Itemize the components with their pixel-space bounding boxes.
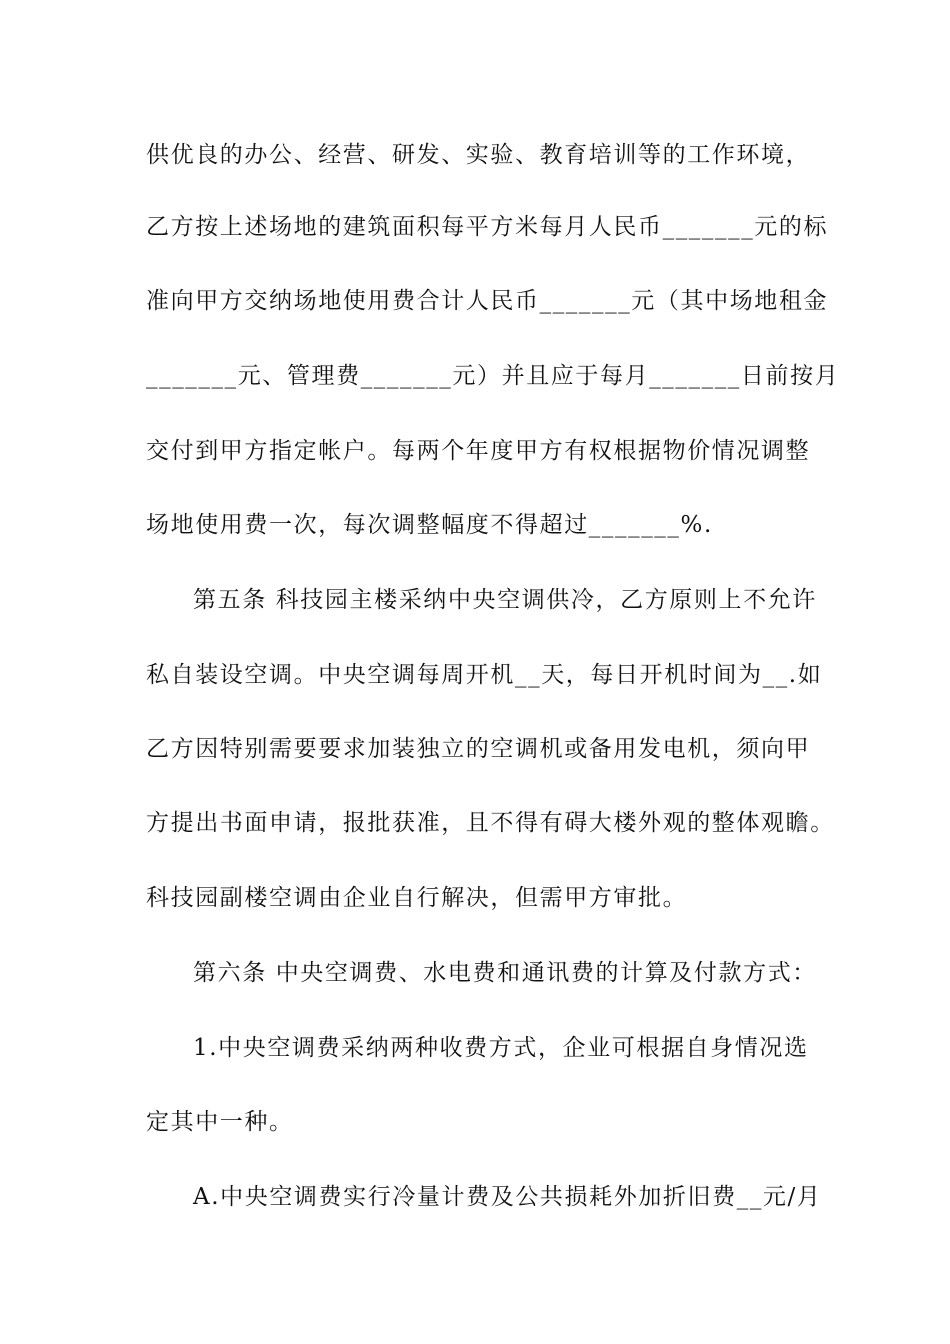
text-line: 场地使用费一次，每次调整幅度不得超过_______%. xyxy=(146,512,713,538)
text-line: 交付到甲方指定帐户。每两个年度甲方有权根据物价情况调整 xyxy=(146,438,811,464)
text-line: 定其中一种。 xyxy=(146,1109,294,1135)
text-line: 方提出书面申请，报批获准，且不得有碍大楼外观的整体观瞻。 xyxy=(146,810,835,836)
text-line: 1.中央空调费采纳两种收费方式，企业可根据自身情况选 xyxy=(193,1035,809,1061)
text-line: 科技园副楼空调由企业自行解决，但需甲方审批。 xyxy=(146,885,688,911)
text-line: A.中央空调费实行冷量计费及公共损耗外加折旧费__元/月 xyxy=(193,1184,822,1210)
text-line: 准向甲方交纳场地使用费合计人民币_______元（其中场地租金 xyxy=(146,288,829,314)
text-line: 第六条 中央空调费、水电费和通讯费的计算及付款方式： xyxy=(193,960,817,986)
text-line: 第五条 科技园主楼采纳中央空调供冷，乙方原则上不允许 xyxy=(193,587,817,613)
text-line: 乙方因特别需要要求加装独立的空调机或备用发电机，须向甲 xyxy=(146,736,811,762)
text-line: _______元、管理费_______元）并且应于每月_______日前按月 xyxy=(146,363,840,389)
text-line: 供优良的办公、经营、研发、实验、教育培训等的工作环境， xyxy=(146,142,811,168)
text-line: 乙方按上述场地的建筑面积每平方米每月人民币_______元的标 xyxy=(146,214,829,240)
text-line: 私自装设空调。中央空调每周开机__天，每日开机时间为__.如 xyxy=(146,662,823,688)
